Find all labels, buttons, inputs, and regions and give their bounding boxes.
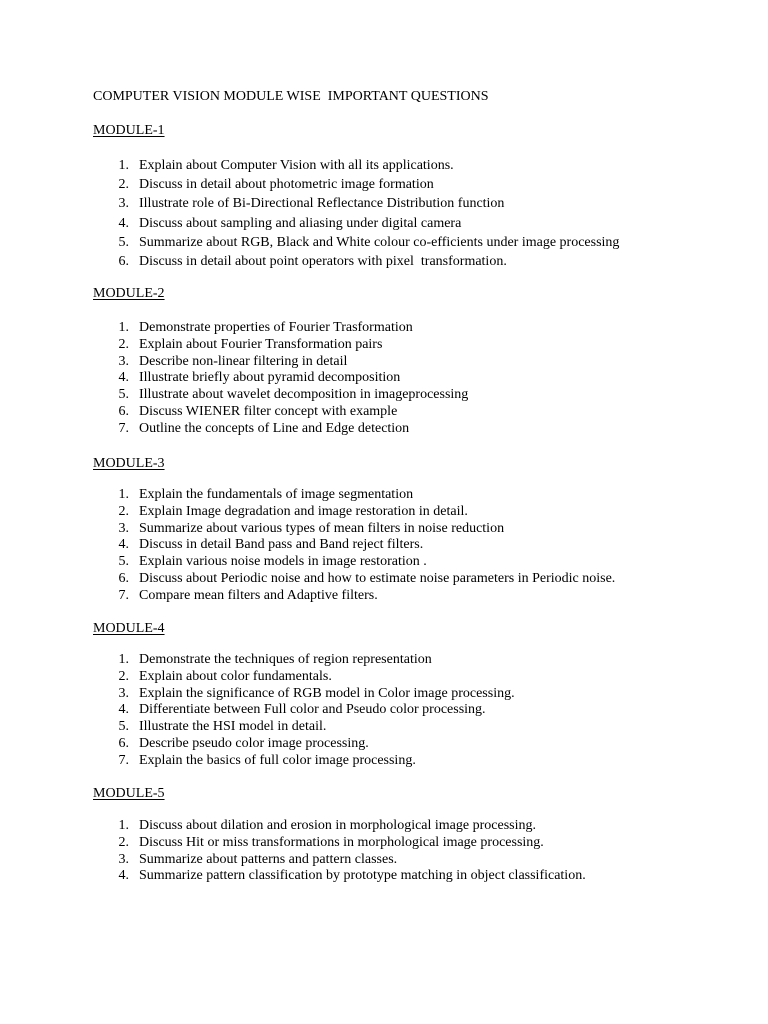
question-text: Describe non-linear filtering in detail	[139, 353, 348, 369]
question-text: Summarize about RGB, Black and White colour co-efficients under image processing	[139, 234, 620, 250]
question-number: 6.	[118, 735, 129, 751]
question-number: 3.	[118, 851, 129, 867]
question-text: Discuss WIENER filter concept with example	[139, 403, 398, 419]
question-number: 7.	[118, 587, 129, 603]
question-number: 3.	[118, 196, 129, 212]
question-text: Demonstrate the techniques of region representation	[139, 652, 432, 667]
module-4-heading: MODULE-4	[93, 621, 165, 636]
question-text: Illustrate the HSI model in detail.	[139, 719, 327, 735]
question-number: 5.	[118, 387, 129, 403]
question-text: Illustrate about wavelet decomposition in imageprocessing	[139, 387, 469, 403]
question-number: 7.	[118, 752, 129, 768]
question-number: 6.	[118, 403, 129, 419]
question-text: Outline the concepts of Line and Edge detection	[139, 420, 410, 436]
question-number: 1.	[118, 158, 129, 173]
question-number: 6.	[118, 570, 129, 586]
module-2-heading: MODULE-2	[93, 286, 165, 301]
module-1-heading: MODULE-1	[93, 123, 165, 138]
question-text: Discuss about dilation and erosion in morphological image processing.	[139, 818, 536, 833]
question-number: 4.	[118, 215, 129, 231]
question-number: 5.	[118, 234, 129, 250]
module-3-heading: MODULE-3	[93, 456, 165, 471]
question-text: Explain the basics of full color image processing.	[139, 752, 416, 768]
question-number: 1.	[118, 652, 129, 667]
question-number: 3.	[118, 685, 129, 701]
question-number: 2.	[118, 834, 129, 850]
question-text: Illustrate role of Bi-Directional Reflectance Distribution function	[139, 196, 505, 212]
question-text: Explain the fundamentals of image segmentation	[139, 487, 414, 502]
question-number: 1.	[118, 818, 129, 833]
question-text: Explain about Computer Vision with all its applications.	[139, 158, 454, 173]
question-text: Explain Image degradation and image restoration in detail.	[139, 503, 468, 519]
question-text: Summarize about patterns and pattern classes.	[139, 851, 398, 867]
question-text: Differentiate between Full color and Pseudo color processing.	[139, 702, 486, 718]
question-number: 1.	[118, 320, 129, 335]
question-number: 2.	[118, 336, 129, 352]
question-number: 1.	[118, 487, 129, 502]
question-number: 3.	[118, 520, 129, 536]
question-text: Discuss about Periodic noise and how to estimate noise parameters in Periodic noise.	[139, 570, 616, 586]
question-number: 6.	[118, 253, 129, 269]
question-number: 3.	[118, 353, 129, 369]
question-number: 5.	[118, 719, 129, 735]
question-number: 4.	[118, 868, 129, 884]
question-text: Compare mean filters and Adaptive filters.	[139, 587, 378, 603]
question-text: Explain about color fundamentals.	[139, 668, 332, 684]
question-number: 2.	[118, 177, 129, 193]
question-number: 2.	[118, 668, 129, 684]
question-number: 2.	[118, 503, 129, 519]
question-text: Illustrate briefly about pyramid decomposition	[139, 370, 401, 386]
question-text: Summarize pattern classification by prototype matching in object classification.	[139, 868, 586, 884]
question-text: Explain the significance of RGB model in Color image processing.	[139, 685, 515, 701]
question-number: 7.	[118, 420, 129, 436]
question-number: 4.	[118, 537, 129, 553]
question-text: Discuss in detail Band pass and Band reject filters.	[139, 537, 424, 553]
question-text: Describe pseudo color image processing.	[139, 735, 369, 751]
question-number: 4.	[118, 702, 129, 718]
question-text: Discuss about sampling and aliasing under digital camera	[139, 215, 462, 231]
question-text: Discuss in detail about point operators with pixel transformation.	[139, 253, 507, 269]
question-text: Explain various noise models in image restoration .	[139, 554, 427, 570]
question-text: Summarize about various types of mean filters in noise reduction	[139, 520, 505, 536]
module-5-heading: MODULE-5	[93, 786, 165, 801]
question-text: Discuss Hit or miss transformations in morphological image processing.	[139, 834, 544, 850]
question-text: Explain about Fourier Transformation pairs	[139, 336, 383, 352]
question-number: 5.	[118, 554, 129, 570]
page-title: COMPUTER VISION MODULE WISE IMPORTANT QUESTIONS	[93, 89, 489, 104]
question-number: 4.	[118, 370, 129, 386]
question-text: Discuss in detail about photometric image formation	[139, 177, 434, 193]
question-text: Demonstrate properties of Fourier Trasformation	[139, 320, 413, 335]
